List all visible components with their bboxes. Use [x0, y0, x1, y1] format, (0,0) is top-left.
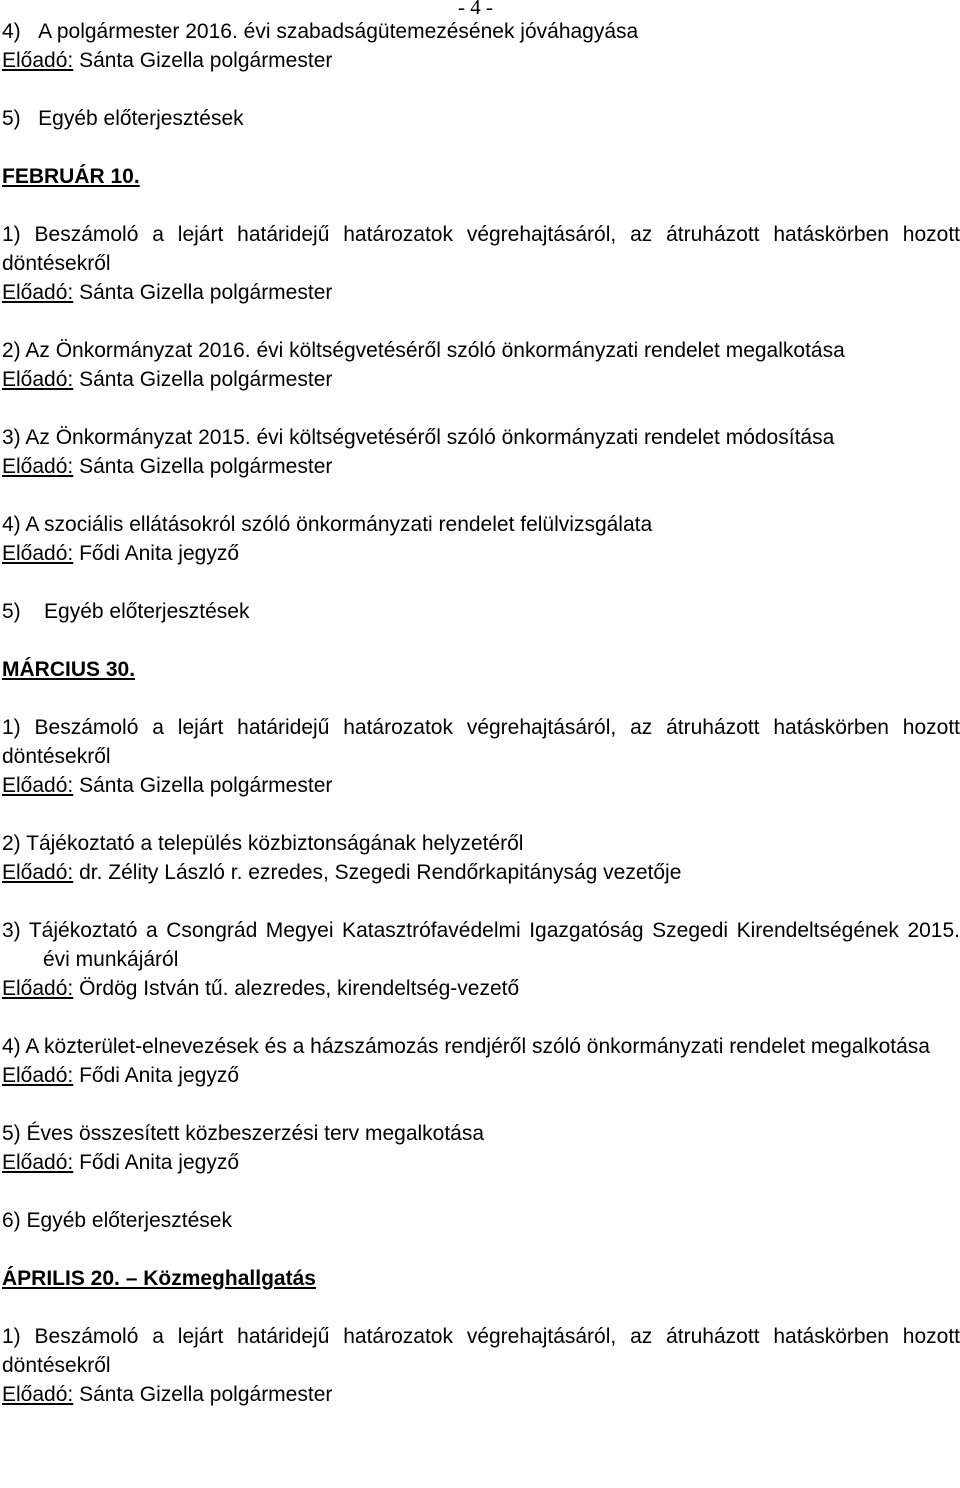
presenter-label: Előadó:	[2, 977, 74, 1000]
agenda-item-presenter	[2, 858, 960, 887]
meeting-date-heading: FEBRUÁR 10.	[2, 165, 140, 188]
agenda-item	[2, 713, 960, 800]
agenda-item-title: 5) Éves összesített közbeszerzési terv megalkotása	[2, 1122, 485, 1145]
meeting-date-heading: MÁRCIUS 30.	[2, 658, 136, 681]
agenda-item	[2, 1032, 960, 1090]
agenda-item-presenter	[2, 1380, 960, 1409]
agenda-item	[2, 510, 960, 568]
presenter-name: Sánta Gizella polgármester	[73, 774, 333, 797]
presenter-name: Sánta Gizella polgármester	[73, 281, 333, 304]
agenda-item-presenter	[2, 46, 960, 75]
agenda-item-presenter	[2, 539, 960, 568]
presenter-label: Előadó:	[2, 542, 74, 565]
agenda-item	[2, 829, 960, 887]
agenda-item-title: 4) A szociális ellátásokról szóló önkormányzati rendelet felülvizsgálata	[2, 513, 653, 536]
agenda-item-title: 5) Egyéb előterjesztések	[2, 600, 250, 623]
agenda-item-title: 2) Tájékoztató a település közbiztonságának helyzetéről	[2, 832, 524, 855]
agenda-document	[2, 17, 960, 1438]
agenda-item	[2, 220, 960, 307]
agenda-item	[2, 104, 960, 133]
presenter-name: Fődi Anita jegyző	[73, 542, 239, 565]
presenter-name: Sánta Gizella polgármester	[73, 49, 333, 72]
presenter-name: Sánta Gizella polgármester	[73, 368, 333, 391]
presenter-label: Előadó:	[2, 861, 74, 884]
agenda-item	[2, 17, 960, 75]
agenda-item-title: 5) Egyéb előterjesztések	[2, 107, 244, 130]
agenda-item-title: 1) Beszámoló a lejárt határidejű határozatok végrehajtásáról, az átruházott hatáskörben hozott döntésekről	[2, 716, 960, 768]
presenter-label: Előadó:	[2, 774, 74, 797]
agenda-item-title: 6) Egyéb előterjesztések	[2, 1209, 232, 1232]
agenda-item-title: 2) Az Önkormányzat 2016. évi költségvetéséről szóló önkormányzati rendelet megalkotása	[2, 339, 845, 362]
agenda-item-title: 3) Az Önkormányzat 2015. évi költségvetéséről szóló önkormányzati rendelet módosítása	[2, 426, 835, 449]
agenda-item	[2, 336, 960, 394]
agenda-item-presenter	[2, 278, 960, 307]
agenda-item-title: 4) A közterület-elnevezések és a házszámozás rendjéről szóló önkormányzati rendelet megalkotása	[2, 1035, 930, 1058]
presenter-name: Fődi Anita jegyző	[73, 1151, 239, 1174]
presenter-name: dr. Zélity László r. ezredes, Szegedi Rendőrkapitányság vezetője	[73, 861, 682, 884]
agenda-item-presenter	[2, 974, 960, 1003]
agenda-item-presenter	[2, 771, 960, 800]
agenda-item-title: 1) Beszámoló a lejárt határidejű határozatok végrehajtásáról, az átruházott hatáskörben hozott döntésekről	[2, 1325, 960, 1377]
presenter-label: Előadó:	[2, 1383, 74, 1406]
agenda-item	[2, 1322, 960, 1409]
presenter-name: Ördög István tű. alezredes, kirendeltség-vezető	[73, 977, 520, 1000]
agenda-item	[2, 1119, 960, 1177]
agenda-item-title: 4) A polgármester 2016. évi szabadságütemezésének jóváhagyása	[2, 20, 639, 43]
agenda-item-presenter	[2, 1148, 960, 1177]
presenter-label: Előadó:	[2, 1151, 74, 1174]
agenda-item-title: 1) Beszámoló a lejárt határidejű határozatok végrehajtásáról, az átruházott hatáskörben hozott döntésekről	[2, 223, 960, 275]
agenda-item-presenter	[2, 1061, 960, 1090]
meeting-date-heading: ÁPRILIS 20. – Közmeghallgatás	[2, 1267, 316, 1290]
agenda-item	[2, 423, 960, 481]
presenter-name: Fődi Anita jegyző	[73, 1064, 239, 1087]
agenda-item	[2, 916, 960, 1003]
presenter-name: Sánta Gizella polgármester	[73, 455, 333, 478]
agenda-item-presenter	[2, 365, 960, 394]
agenda-item	[2, 597, 960, 626]
agenda-item-title: 3) Tájékoztató a Csongrád Megyei Katasztrófavédelmi Igazgatóság Szegedi Kirendeltségének 2015. évi munkájáról	[2, 919, 960, 971]
presenter-label: Előadó:	[2, 1064, 74, 1087]
presenter-label: Előadó:	[2, 368, 74, 391]
agenda-item	[2, 1206, 960, 1235]
presenter-label: Előadó:	[2, 281, 74, 304]
presenter-label: Előadó:	[2, 455, 74, 478]
page-number: - 4 -	[458, 0, 493, 19]
agenda-item-presenter	[2, 452, 960, 481]
presenter-name: Sánta Gizella polgármester	[73, 1383, 333, 1406]
presenter-label: Előadó:	[2, 49, 74, 72]
